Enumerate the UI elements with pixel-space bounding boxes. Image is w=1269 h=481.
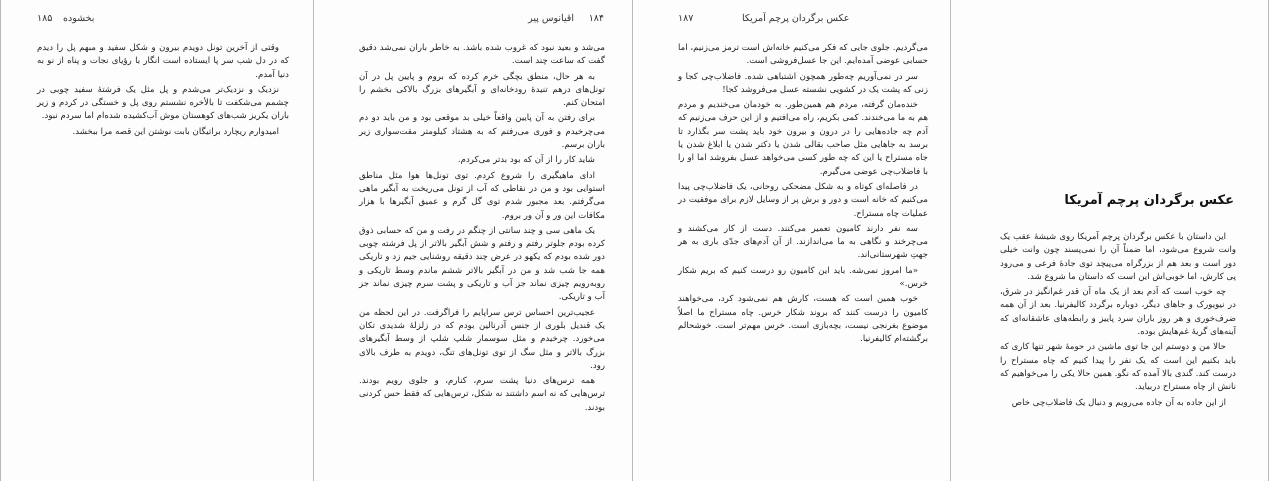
- paragraph: نزدیک و نزدیک‌تر می‌شدم و پل مثل یک فرشتهٔ سفید چوبی در چشمم می‌شکفت تا بالأخره نشستم روی پل و خستگی در کردم و زیر باران یکریز شب‌های کوهستان موش آب‌کشیده شده‌ام اما سردم نبود.: [37, 84, 289, 122]
- paragraph: امیدوارم ریچارد براتیگان بابت نوشتن این قصه مرا ببخشد.: [72, 126, 279, 137]
- page-number: ۱۸۵: [37, 13, 53, 24]
- running-title: بخشوده: [63, 13, 95, 24]
- page-number: ۱۸۴: [588, 13, 604, 24]
- page-text: [359, 42, 605, 417]
- chapter-title: عکس برگردان پرچم آمریکا: [1064, 193, 1234, 208]
- paragraph: عجیب‌ترین احساس ترس سراپایم را فراگرفت. در این لحظه من یک قندیل بلوری از جنس آدرنالین بودم که در زلزلهٔ شدیدی تکان می‌خورد. چرخیدم و مثل سوسمار شلپ شلپ از وسط آبگیرهای بزرگ بالاتر و مثل سگ از توی تونل‌های تنگ، دویدم به طرف بالای رود.: [359, 307, 605, 371]
- paragraph: «ما امروز نمی‌شه. باید این کامیون رو درست کنیم که بریم شکار خرس.»: [678, 265, 928, 290]
- paragraph: به هر حال، منطق بچگی خرم کرده که بروم و پایین پل در آن تونل‌های درهم تنیدهٔ رودخانه‌ای و آبگیرهای بزرگ بالاکی بخشم را امتحان کنم.: [359, 71, 605, 109]
- paragraph: وقتی از آخرین تونل دویدم بیرون و شکل سفید و مبهم پل را دیدم که در دل شب سر پا ایستاده است انگار با رؤیای نجات و پناه از نو به دنیا آمدم.: [37, 43, 289, 80]
- paragraph: سر در نمی‌آوریم چه‌طور همچون اشتباهی شده. فاضلاب‌چی کجا و زنی که پشت یک در کشویی نشسته عسل می‌فروشد کجا!: [678, 71, 928, 95]
- paragraph: در فاصله‌ای کوتاه و به شکل مضحکی روحانی، یک فاضلاب‌چی پیدا می‌کنیم که خانه است و دور و برش پر از وسایل لازم برای موفقیت در عملیات چاه مستراح.: [678, 181, 928, 219]
- paragraph: همه ترس‌های دنیا پشت سرم، کنارم، و جلوی رویم بودند. ترس‌هایی که نه اسم داشتند نه شکل، ترس‌هایی که فقط حس کردنی بودند.: [359, 376, 605, 413]
- paragraph: یک ماهی سی و چند سانتی از چنگم در رفت و من که حسابی ذوق کرده بودم جلوتر رفتم و رفتم و شش آبگیر بالاتر از پل فرشته چوبی دور شده بودم که یکهو در عرض چند دقیقه روشنایی جیم زد و تاریکی همه جا شب شد و من در آبگیر بالاتر ششم ماندم وسط تاریکی و روبه‌رویم چیزی نماند جز آب و تاریکی و پشت سرم چیزی نماند جز آب و تاریکی.: [359, 225, 605, 303]
- page-185: [0, 0, 314, 481]
- running-title: اقیانوس پیر: [528, 13, 574, 24]
- paragraph: خنده‌مان گرفته، مردم هم همین‌طور. به خودمان می‌خندیم و مردم هم به ما می‌خندند. کمی بکریم، راه می‌افتیم و از این حرف می‌زنیم که آدم چه جاده‌هایی را در درون و بیرون خود باید پشت سر بگذارد تا برسد به جاهایی مثل صاحب بقالی شدن یا دکتر شدن یا ابلاغ شدن یا جاه مستراح یا این که چه طور کسی می‌خواهد عسل بفروشد اما او را با فاضلاب‌چی عوضی می‌گیرم.: [678, 100, 928, 177]
- paragraph: می‌گردیم. جلوی جایی که فکر می‌کنیم خانه‌اش است ترمز می‌زنیم، اما حسابی عوضی آمده‌ایم. این جا عسل‌فروشی است.: [678, 43, 928, 67]
- page-number: ۱۸۷: [678, 13, 694, 24]
- page-header: [315, 13, 632, 29]
- paragraph: برای رفتن به آن پایین واقعاً خیلی بد موقعی بود و من باید دو دم می‌چرخیدم و فوری می‌رفتم که به هشتاد کیلومتر مقت‌سواری زیر باران برسم.: [359, 113, 605, 151]
- page-header: [634, 13, 950, 29]
- paragraph: چه خوب است که آدم بعد از یک ماه آن قدر غم‌انگیز در شرق، در نیویورک و جاهای دیگر، دوباره برگردد کالیفرنیا. بعد از آن همه ضرف‌خوری و هر روز باران سرد پاییز و رابطه‌های عاشقانه‌ای که آینه‌های گریهٔ غم‌هایش بوده.: [1000, 287, 1236, 338]
- paragraph: سه نفر دارند کامیون تعمیر می‌کنند. دست از کار می‌کشند و می‌چرخند و نگاهی به ما می‌اندازند. از آن آدم‌های جدّی باری به هر جهتِ شهرستانی‌اند.: [678, 223, 928, 261]
- page-header: [1, 13, 313, 29]
- paragraph: ادای ماهیگیری را شروع کردم. توی تونل‌ها هوا مثل مناطق استوایی بود و من در نقاطی که آب از تونل می‌ریخت به آبگیر ماهی می‌گرفتم. بعد مجبور شدم توی گل گرم و عمیق آبگیرها با هزار مکافات این ور و آن ور بروم.: [359, 170, 605, 221]
- page-186-chapter-start: [952, 0, 1269, 481]
- paragraph: حالا من و دوستم این جا توی ماشین در حومهٔ شهر تنها کاری که باید بکنیم این است که یک نفر را پیدا کنیم که چاه مستراح را درست کند. گندی بالا آمده که نگو. همین حالا یکی را می‌خواهیم که نانش از چاه مستراح دربیاید.: [1000, 342, 1236, 393]
- paragraph: از این جاده به آن جاده می‌رویم و دنبال یک فاضلاب‌چی خاص: [1011, 397, 1226, 408]
- page-text: [1000, 231, 1236, 412]
- paragraph: شاید کار را از آن که بود بدتر می‌کردم.: [457, 155, 595, 166]
- page-text: [678, 42, 928, 349]
- running-title: عکس برگردان پرچم آمریکا: [742, 13, 850, 24]
- page-184: [315, 0, 633, 481]
- page-text: [37, 42, 289, 141]
- paragraph: این داستان با عکس برگردان پرچم آمریکا روی شیشهٔ عقب یک وانت شروع می‌شود، اما ضمناً آن را نمی‌پسند چون وانت خیلی دور است و بعد هم از بزرگراه می‌پیچد توی جادهٔ فرعی و می‌رود پی کارش، اما خوبی‌اش این است که داستان ما شروع شد.: [1000, 232, 1236, 282]
- paragraph: می‌شد و بعید نبود که غروب شده باشد. به خاطر باران نمی‌شد دقیق گفت که ساعت چند است.: [359, 43, 605, 67]
- paragraph: خوب همین است که هست، کارش هم نمی‌شود کرد، می‌خواهند کامیون را درست کنند که بروند شکار خرس. چاه مستراح ما اصلاً موضوع بغرنجی نیست، بچه‌بازی است. خرس مهم‌تر است. خوشحالم برگشته‌ام کالیفرنیا.: [678, 294, 928, 345]
- page-187: [634, 0, 951, 481]
